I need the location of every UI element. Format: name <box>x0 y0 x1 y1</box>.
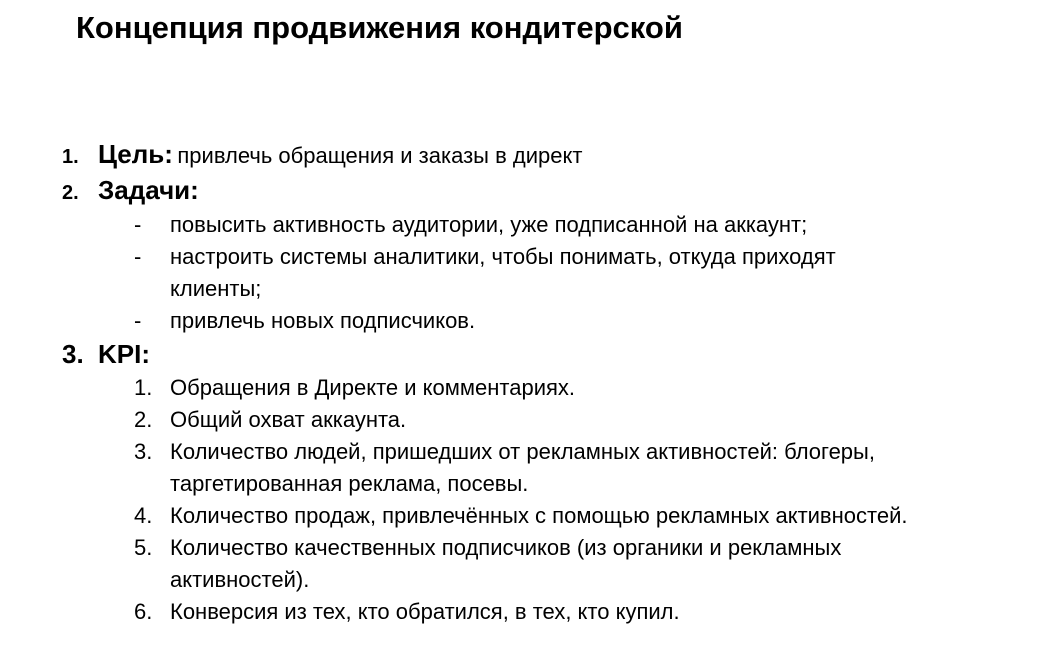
kpi-item <box>134 500 934 532</box>
kpi-item-text: Общий охват аккаунта. <box>170 407 407 432</box>
kpi-item <box>134 596 934 628</box>
kpi-item-number: 1. <box>134 375 153 400</box>
task-bullet: - <box>134 212 142 237</box>
kpi-item <box>134 532 934 596</box>
goal-section <box>62 138 582 170</box>
task-item <box>134 305 934 337</box>
goal-label: Цель: <box>98 139 173 169</box>
kpi-item <box>134 404 934 436</box>
tasks-section <box>62 174 199 206</box>
task-bullet: - <box>134 308 142 333</box>
kpi-label: KPI: <box>98 339 150 369</box>
task-text: настроить системы аналитики, чтобы понимать, откуда приходят клиенты; <box>170 244 836 301</box>
kpi-item-text: Количество качественных подписчиков (из органики и рекламных активностей). <box>170 535 842 592</box>
kpi-number: 3. <box>62 339 84 369</box>
tasks-label: Задачи: <box>98 175 199 205</box>
kpi-item-number: 2. <box>134 407 153 432</box>
kpi-item-number: 6. <box>134 599 153 624</box>
kpi-item-number: 4. <box>134 503 153 528</box>
kpi-item-text: Конверсия из тех, кто обратился, в тех, кто купил. <box>170 599 680 624</box>
kpi-item-number: 3. <box>134 439 153 464</box>
goal-text: привлечь обращения и заказы в директ <box>177 143 583 168</box>
document-title: Концепция продвижения кондитерской <box>76 10 683 45</box>
task-item <box>134 209 934 241</box>
tasks-number: 2. <box>62 182 79 204</box>
kpi-item <box>134 436 934 500</box>
goal-number: 1. <box>62 146 79 168</box>
tasks-list <box>134 209 934 337</box>
kpi-item-number: 5. <box>134 535 153 560</box>
kpi-item-text: Обращения в Директе и комментариях. <box>170 375 576 400</box>
kpi-item-text: Количество продаж, привлечённых с помощью рекламных активностей. <box>170 503 908 528</box>
kpi-section <box>62 337 150 371</box>
kpi-item-text: Количество людей, пришедших от рекламных активностей: блогеры, таргетированная реклама, посевы. <box>170 439 875 496</box>
kpi-item <box>134 372 934 404</box>
task-bullet: - <box>134 244 142 269</box>
task-text: повысить активность аудитории, уже подписанной на аккаунт; <box>170 212 808 237</box>
task-text: привлечь новых подписчиков. <box>170 308 476 333</box>
task-item <box>134 241 934 305</box>
kpi-list <box>134 372 934 628</box>
